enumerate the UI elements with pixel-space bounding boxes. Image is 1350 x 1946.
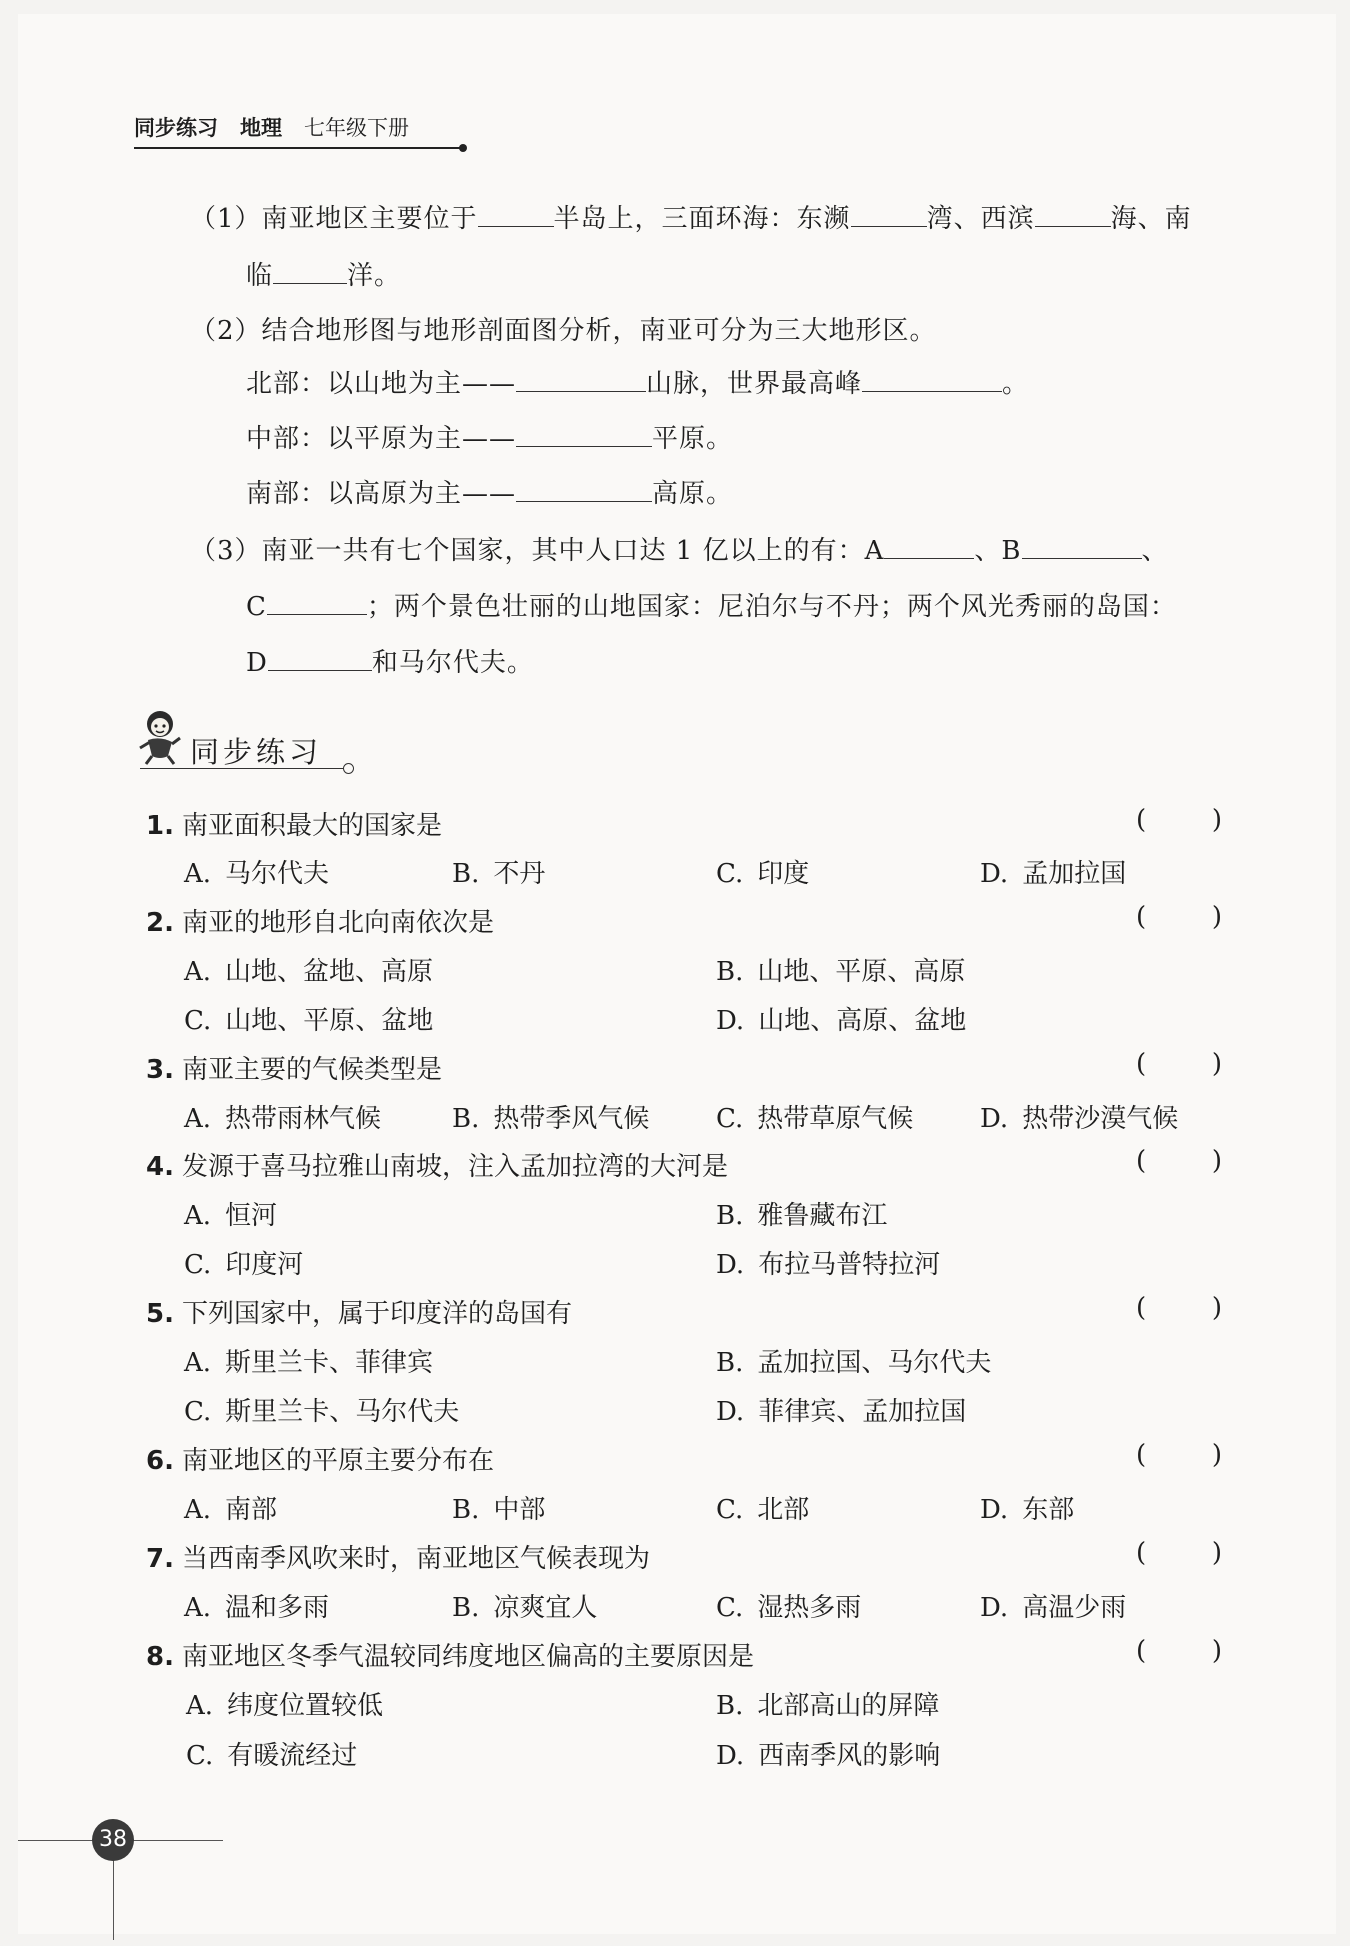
question-text: 下列国家中，属于印度洋的岛国有 [181, 1299, 572, 1329]
bracket-open: ( [1136, 1293, 1147, 1323]
option-letter: C. [184, 1250, 212, 1280]
fill-text: ；两个景色壮丽的山地国家：尼泊尔与不丹；两个风光秀丽的岛国： [366, 592, 1177, 622]
question-number: 6. [146, 1446, 174, 1476]
option-letter: A. [184, 859, 212, 889]
option-letter: B. [716, 1691, 744, 1721]
fill-text: 、 [1141, 536, 1169, 566]
option-letter: B. [452, 859, 480, 889]
option-a[interactable] [184, 1098, 381, 1135]
option-b[interactable] [716, 951, 965, 988]
bracket-close: ) [1211, 805, 1222, 835]
fill-text: 。 [1002, 369, 1030, 399]
question-2 [146, 902, 494, 939]
option-a[interactable] [184, 951, 433, 988]
option-text: 热带雨林气候 [225, 1104, 382, 1134]
section-title: 同步练习 [190, 735, 323, 769]
fill-q2-middle [246, 418, 733, 455]
option-letter: B. [716, 1348, 744, 1378]
question-8 [146, 1636, 754, 1673]
option-letter: A. [184, 1593, 212, 1623]
option-text: 不丹 [493, 859, 546, 889]
option-letter: D. [980, 1495, 1009, 1525]
question-number: 4. [146, 1152, 174, 1182]
answer-bracket[interactable] [1136, 1440, 1222, 1470]
answer-bracket[interactable] [1136, 1293, 1222, 1323]
bracket-close: ) [1211, 1049, 1222, 1079]
option-d[interactable] [980, 1587, 1126, 1624]
question-text: 南亚主要的气候类型是 [181, 1055, 442, 1085]
option-c[interactable] [184, 1000, 433, 1037]
option-letter: D. [716, 1741, 745, 1771]
option-text: 山地、平原、高原 [757, 957, 966, 987]
option-d[interactable] [980, 1098, 1178, 1135]
fill-text: 、B [974, 536, 1022, 566]
option-text: 湿热多雨 [757, 1593, 862, 1623]
option-letter: C. [716, 1495, 744, 1525]
answer-blank[interactable] [1035, 204, 1111, 227]
fill-text: 中部：以平原为主—— [246, 424, 517, 454]
question-text: 南亚地区的平原主要分布在 [181, 1446, 494, 1476]
answer-blank[interactable] [273, 261, 347, 284]
option-letter: A. [186, 1691, 214, 1721]
option-text: 斯里兰卡、马尔代夫 [225, 1397, 460, 1427]
option-text: 温和多雨 [225, 1593, 330, 1623]
answer-blank[interactable] [884, 536, 974, 559]
option-b[interactable] [716, 1195, 887, 1232]
option-a[interactable] [184, 853, 329, 890]
option-letter: A. [184, 1104, 212, 1134]
option-c[interactable] [184, 1391, 459, 1428]
option-a[interactable] [184, 1587, 329, 1624]
option-text: 热带季风气候 [493, 1104, 650, 1134]
option-letter: D. [980, 1104, 1009, 1134]
question-text: 南亚面积最大的国家是 [181, 811, 442, 841]
question-number: 5. [146, 1299, 174, 1329]
fill-text: 半岛上，三面环海：东濒 [553, 204, 851, 234]
header-dot [459, 144, 467, 152]
option-letter: B. [452, 1495, 480, 1525]
option-text: 凉爽宜人 [493, 1593, 598, 1623]
option-text: 布拉马普特拉河 [758, 1250, 941, 1280]
option-text: 中部 [493, 1495, 546, 1525]
option-a[interactable] [184, 1489, 277, 1526]
bracket-close: ) [1211, 1538, 1222, 1568]
option-text: 菲律宾、孟加拉国 [758, 1397, 967, 1427]
bracket-open: ( [1136, 1049, 1147, 1079]
fill-text: C [246, 592, 267, 622]
question-4 [146, 1146, 728, 1183]
question-5 [146, 1293, 572, 1330]
option-c[interactable] [716, 1489, 809, 1526]
answer-blank[interactable] [516, 424, 652, 447]
answer-bracket[interactable] [1136, 1538, 1222, 1568]
question-text: 发源于喜马拉雅山南坡，注入孟加拉湾的大河是 [181, 1152, 728, 1182]
option-letter: A. [184, 1348, 212, 1378]
fill-q2-south [246, 473, 733, 510]
answer-bracket[interactable] [1136, 1146, 1222, 1176]
option-letter: D. [980, 859, 1009, 889]
option-text: 北部高山的屏障 [757, 1691, 940, 1721]
option-letter: D. [716, 1397, 745, 1427]
question-7 [146, 1538, 650, 1575]
option-c[interactable] [716, 1098, 913, 1135]
bracket-open: ( [1136, 805, 1147, 835]
question-number: 3. [146, 1055, 174, 1085]
option-d[interactable] [980, 1489, 1074, 1526]
option-letter: A. [184, 957, 212, 987]
option-text: 南部 [225, 1495, 278, 1525]
option-text: 纬度位置较低 [227, 1691, 384, 1721]
fill-text: 高原。 [652, 479, 734, 509]
fill-q2-north [246, 363, 1029, 400]
fill-q2-intro: （2）结合地形图与地形剖面图分析，南亚可分为三大地形区。 [190, 316, 937, 346]
answer-blank[interactable] [478, 204, 554, 227]
option-letter: D. [980, 1593, 1009, 1623]
option-text: 有暖流经过 [227, 1741, 358, 1771]
answer-bracket[interactable] [1136, 1049, 1222, 1079]
option-letter: D. [716, 1006, 745, 1036]
option-b[interactable] [452, 1587, 597, 1624]
option-text: 西南季风的影响 [758, 1741, 941, 1771]
option-d[interactable] [980, 853, 1126, 890]
option-c[interactable] [184, 1244, 303, 1281]
fill-text: 湾、西滨 [926, 204, 1035, 234]
option-text: 孟加拉国、马尔代夫 [757, 1348, 992, 1378]
fill-q1-line2 [246, 255, 401, 292]
answer-blank[interactable] [516, 369, 646, 392]
option-text: 北部 [757, 1495, 810, 1525]
option-d[interactable] [716, 1244, 940, 1281]
option-a[interactable] [184, 1342, 433, 1379]
answer-blank[interactable] [862, 369, 1002, 392]
option-text: 热带沙漠气候 [1022, 1104, 1179, 1134]
bracket-close: ) [1211, 1440, 1222, 1470]
option-letter: A. [184, 1495, 212, 1525]
header-subject: 地理 [240, 116, 282, 140]
question-text: 南亚的地形自北向南依次是 [181, 908, 494, 938]
bracket-open: ( [1136, 1538, 1147, 1568]
question-6 [146, 1440, 494, 1477]
option-c[interactable] [716, 853, 809, 890]
option-letter: C. [716, 859, 744, 889]
option-text: 孟加拉国 [1022, 859, 1127, 889]
option-b[interactable] [452, 1098, 649, 1135]
option-a[interactable] [186, 1685, 383, 1722]
bracket-close: ) [1211, 1293, 1222, 1323]
option-text: 东部 [1022, 1495, 1075, 1525]
option-text: 恒河 [225, 1201, 278, 1231]
option-letter: C. [184, 1006, 212, 1036]
option-c[interactable] [716, 1587, 861, 1624]
answer-blank[interactable] [851, 204, 927, 227]
bracket-open: ( [1136, 902, 1147, 932]
bracket-close: ) [1211, 1636, 1222, 1666]
option-letter: C. [716, 1104, 744, 1134]
header-rule [134, 147, 464, 149]
option-b[interactable] [452, 1489, 545, 1526]
option-letter: A. [184, 1201, 212, 1231]
option-a[interactable] [184, 1195, 277, 1232]
option-b[interactable] [716, 1342, 991, 1379]
fill-q3-line1 [190, 530, 1169, 567]
question-1 [146, 805, 442, 842]
question-text: 南亚地区冬季气温较同纬度地区偏高的主要原因是 [181, 1642, 754, 1672]
option-letter: B. [716, 1201, 744, 1231]
section-rule [140, 768, 345, 769]
option-d[interactable] [716, 1000, 966, 1037]
question-text: 当西南季风吹来时，南亚地区气候表现为 [181, 1544, 650, 1574]
option-text: 印度 [757, 859, 810, 889]
answer-blank[interactable] [1022, 536, 1142, 559]
option-letter: C. [184, 1397, 212, 1427]
option-text: 山地、平原、盆地 [225, 1006, 434, 1036]
answer-blank[interactable] [268, 648, 372, 671]
bracket-close: ) [1211, 902, 1222, 932]
fill-text: 平原。 [652, 424, 734, 454]
bracket-open: ( [1136, 1146, 1147, 1176]
fill-text: （3）南亚一共有七个国家，其中人口达 1 亿以上的有：A [190, 536, 885, 566]
answer-bracket[interactable] [1136, 902, 1222, 932]
fill-text: D [246, 648, 268, 678]
fill-q1-line1 [190, 198, 1192, 235]
answer-bracket[interactable] [1136, 805, 1222, 835]
fill-text: 北部：以山地为主—— [246, 369, 517, 399]
fill-q3-line2 [246, 586, 1177, 623]
option-text: 马尔代夫 [225, 859, 330, 889]
fill-text: 临 [246, 261, 274, 291]
answer-bracket[interactable] [1136, 1636, 1222, 1666]
running-header [134, 112, 409, 142]
answer-blank[interactable] [516, 479, 652, 502]
header-book: 同步练习 [134, 116, 218, 140]
option-letter: C. [716, 1593, 744, 1623]
option-letter: C. [186, 1741, 214, 1771]
option-text: 热带草原气候 [757, 1104, 914, 1134]
bracket-open: ( [1136, 1636, 1147, 1666]
option-letter: D. [716, 1250, 745, 1280]
option-text: 山地、盆地、高原 [225, 957, 434, 987]
section-dot [343, 763, 354, 774]
page-number: 38 [92, 1819, 134, 1861]
fill-text: 和马尔代夫。 [371, 648, 534, 678]
fill-text: （1）南亚地区主要位于 [190, 204, 478, 234]
option-text: 雅鲁藏布江 [757, 1201, 888, 1231]
question-number: 8. [146, 1642, 174, 1672]
option-d[interactable] [716, 1735, 940, 1772]
option-text: 斯里兰卡、菲律宾 [225, 1348, 434, 1378]
fill-text: 山脉，世界最高峰 [646, 369, 863, 399]
question-3 [146, 1049, 442, 1086]
option-b[interactable] [716, 1685, 939, 1722]
fill-text: 海、南 [1110, 204, 1192, 234]
option-letter: B. [716, 957, 744, 987]
option-text: 印度河 [225, 1250, 304, 1280]
question-number: 7. [146, 1544, 174, 1574]
bracket-close: ) [1211, 1146, 1222, 1176]
option-letter: B. [452, 1104, 480, 1134]
fill-text: 南部：以高原为主—— [246, 479, 517, 509]
option-text: 山地、高原、盆地 [758, 1006, 967, 1036]
question-number: 1. [146, 811, 174, 841]
header-grade: 七年级下册 [304, 116, 409, 140]
answer-blank[interactable] [267, 592, 367, 615]
fill-q3-line3 [246, 642, 534, 679]
option-c[interactable] [186, 1735, 357, 1772]
mascot-icon [134, 708, 186, 766]
option-text: 高温少雨 [1022, 1593, 1127, 1623]
bracket-open: ( [1136, 1440, 1147, 1470]
fill-text: 洋。 [347, 261, 402, 291]
question-number: 2. [146, 908, 174, 938]
option-letter: B. [452, 1593, 480, 1623]
option-d[interactable] [716, 1391, 966, 1428]
option-b[interactable] [452, 853, 545, 890]
